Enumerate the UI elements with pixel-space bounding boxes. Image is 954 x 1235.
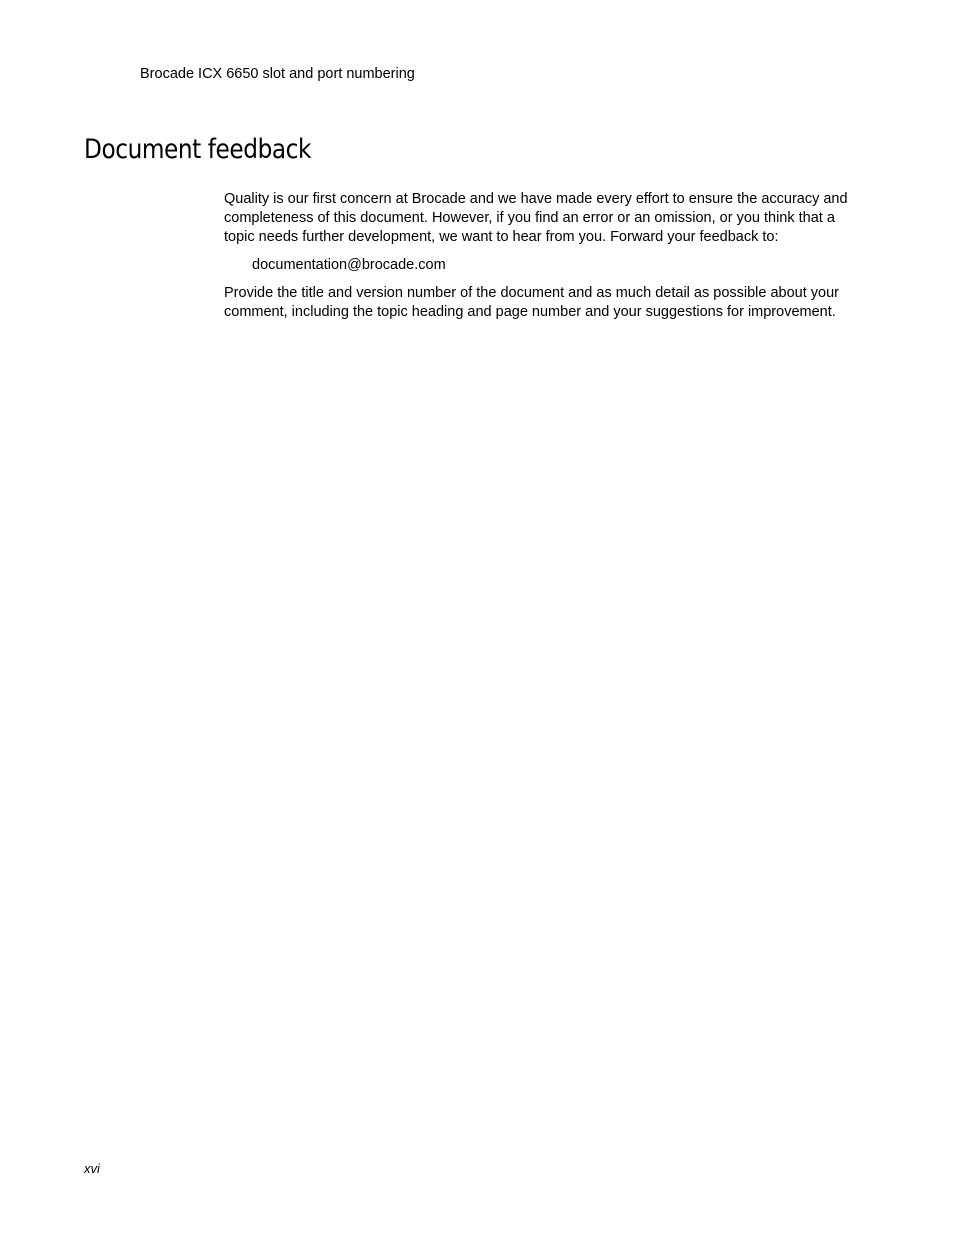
section-title: Document feedback xyxy=(84,134,312,165)
feedback-email-address: documentation@brocade.com xyxy=(252,257,446,273)
page-number: xvi xyxy=(84,1161,100,1176)
feedback-instructions-paragraph: Provide the title and version number of the document and as much detail as possible about your comment, including the topic heading and page number and your suggestions for improvement. xyxy=(224,285,840,320)
running-header: Brocade ICX 6650 slot and port numbering xyxy=(140,66,415,82)
feedback-intro-paragraph: Quality is our first concern at Brocade and we have made every effort to ensure the accuracy and completeness of this document. However, if you find an error or an omission, or you think that a topic needs further development, we want to hear from you. Forward your feedback to: xyxy=(224,191,848,245)
